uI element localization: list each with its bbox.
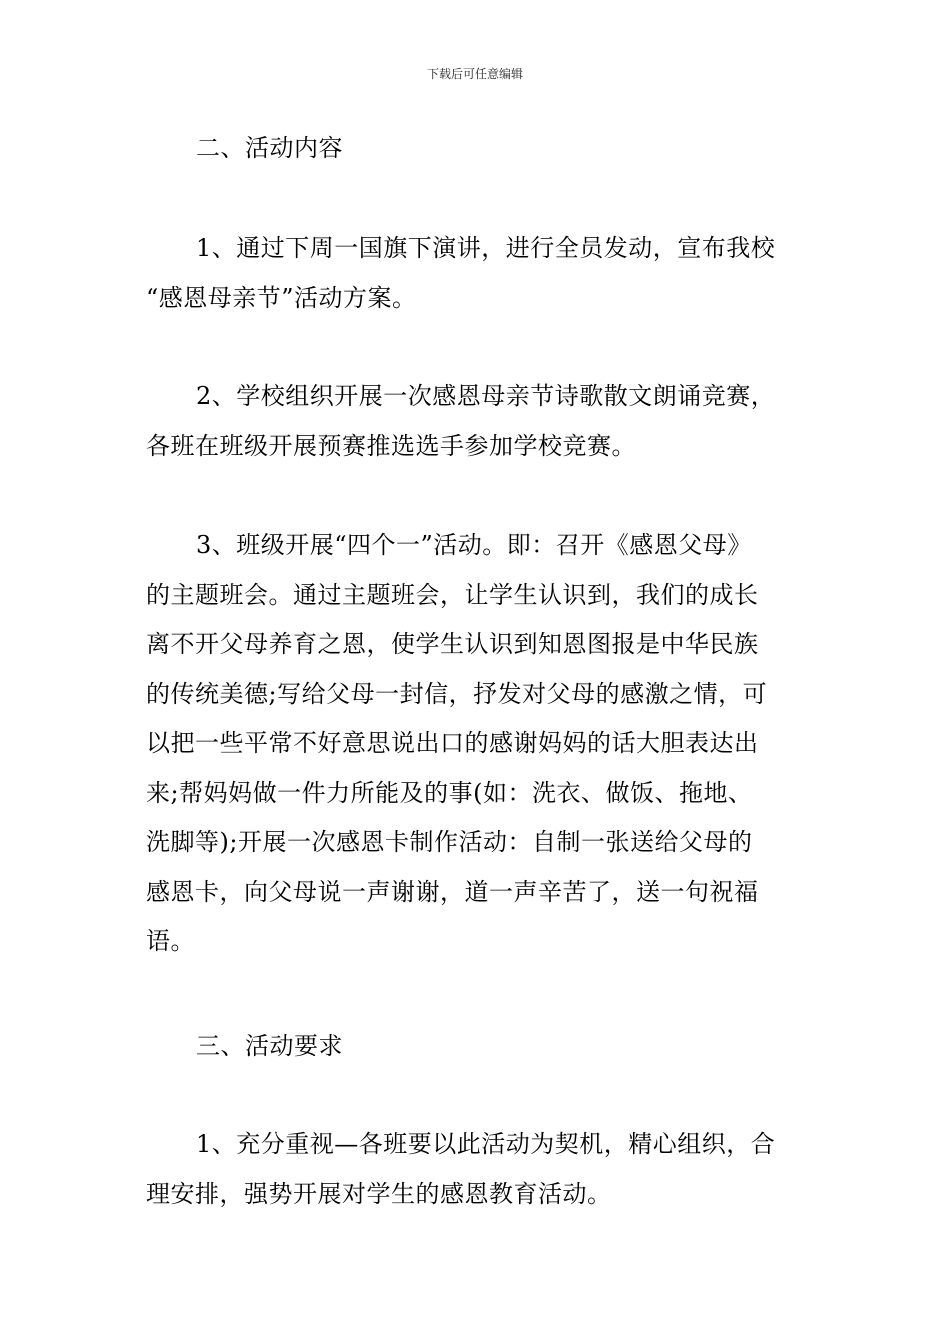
paragraph-line: 1、充分重视—各班要以此活动为契机，精心组织，合 <box>196 1130 776 1158</box>
paragraph-item-1 <box>146 224 810 323</box>
paragraph-line: 理安排，强势开展对学生的感恩教育活动。 <box>146 1179 612 1208</box>
paragraph-line: 离不开父母养育之恩，使学生认识到知恩图报是中华民族 <box>146 630 759 658</box>
heading-text: 三、活动要求 <box>196 1032 343 1060</box>
paragraph-line: 来;帮妈妈做一件力所能及的事(如：洗衣、做饭、拖地、 <box>146 778 753 807</box>
page-header: 下载后可任意编辑 <box>426 67 523 81</box>
paragraph-line: 语。 <box>146 927 195 955</box>
paragraph-line: 的主题班会。通过主题班会，让学生认识到，我们的成长 <box>146 580 759 609</box>
paragraph-line: 洗脚等);开展一次感恩卡制作活动：自制一张送给父母的 <box>146 828 753 856</box>
section-heading-activity-requirements <box>146 1022 810 1072</box>
paragraph-line: 的传统美德;写给父母一封信，抒发对父母的感激之情，可 <box>146 679 768 708</box>
paragraph-line: 感恩卡，向父母说一声谢谢，道一声辛苦了，送一句祝福 <box>146 877 759 906</box>
paragraph-line: 以把一些平常不好意思说出口的感谢妈妈的话大胆表达出 <box>146 729 759 757</box>
paragraph-item-2 <box>146 372 810 471</box>
paragraph-line: 1、通过下周一国旗下演讲，进行全员发动，宣布我校 <box>196 234 776 262</box>
section-heading-activity-content <box>146 124 810 174</box>
paragraph-line: 3、班级开展“四个一”活动。即：召开《感恩父母》 <box>196 531 752 559</box>
paragraph-line: “感恩母亲节”活动方案。 <box>146 283 417 312</box>
paragraph-requirement-1 <box>146 1120 810 1219</box>
paragraph-line: 各班在班级开展预赛推选选手参加学校竞赛。 <box>146 431 636 460</box>
paragraph-line: 2、学校组织开展一次感恩母亲节诗歌散文朗诵竞赛， <box>196 382 776 410</box>
heading-text: 二、活动内容 <box>196 134 343 162</box>
paragraph-item-3 <box>146 521 810 967</box>
